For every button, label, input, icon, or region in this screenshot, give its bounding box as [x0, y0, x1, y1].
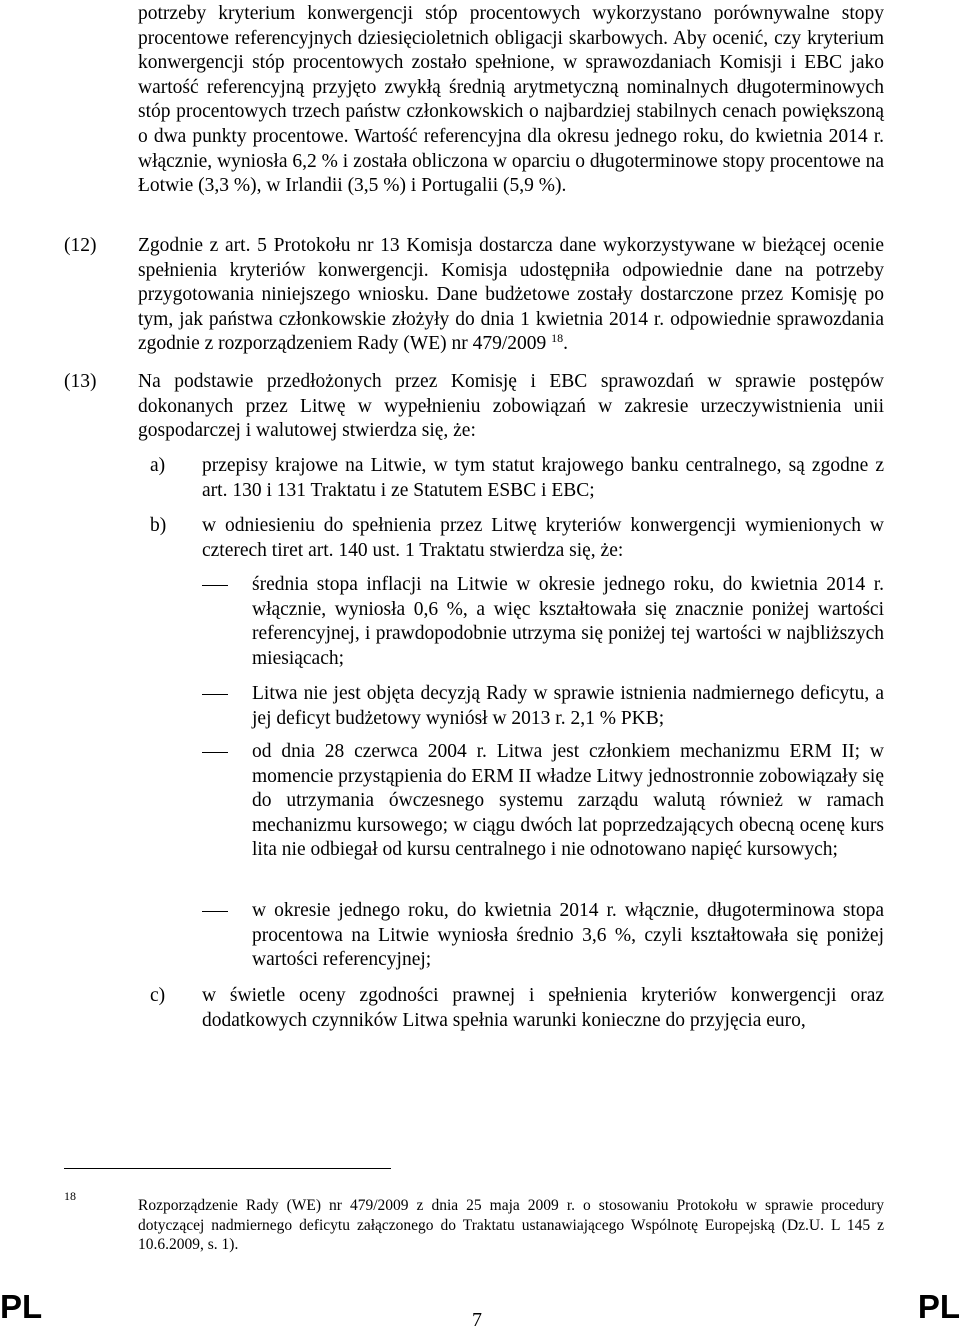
intro-paragraph: potrzeby kryterium konwergencji stóp procentowych wykorzystano porównywalne stopy procentowe referencyjnych dziesięcioletnich obligacji skarbowych. Aby ocenić, czy kryterium konwergencji stóp procentowych zostało spełnione, w sprawozdaniach Komisji i EBC jako wartość referencyjną przyjęto zwykłą średnią arytmetyczną nominalnych długoterminowych stóp procentowych trzech państw członkowskich o najbardziej stabilnych cenach powiększoną o dwa punkty procentowe. Wartość referencyjna dla okresu jednego roku, do kwietnia 2014 r. włącznie, wyniosła 6,2 % i została obliczona w oparciu o długoterminowe stopy procentowe na Łotwie (3,3 %), w Irlandii (3,5 %) i Portugalii (5,9 %).: [138, 3, 884, 197]
recital-12-body: Zgodnie z art. 5 Protokołu nr 13 Komisja dostarcza dane wykorzystywane w bieżącej ocenie spełnienia kryteriów konwergencji. Komisja udostępniła odpowiednie dane na potrzeby przygotowania niniejszego wniosku. Dane budżetowe zostały dostarczone przez Komisję po tym, jak państwa członkowskie złożyły do dnia 1 kwietnia 2014 r. odpowiednie sprawozdania zgodnie z rozporządzeniem Rady (WE) nr 479/2009: [138, 235, 884, 355]
footer-language-left: PL: [0, 1288, 43, 1325]
item-b-label: b): [150, 515, 167, 536]
footnote-number: 18: [64, 1189, 76, 1203]
item-b-text: w odniesieniu do spełnienia przez Litwę kryteriów konwergencji wymienionych w czterech tiret art. 140 ust. 1 Traktatu stwierdza się, że:: [202, 515, 884, 561]
recital-12-end: .: [563, 333, 569, 355]
dash-marker: [202, 585, 228, 586]
page-number: 7: [472, 1309, 482, 1331]
recital-12-text: [138, 234, 884, 357]
recital-12-number: (12): [64, 235, 97, 256]
item-a-text: przepisy krajowe na Litwie, w tym statut krajowego banku centralnego, są zgodne z art. 130 i 131 Traktatu i ze Statutem ESBC i EBC;: [202, 455, 884, 501]
dash-marker: [202, 694, 228, 695]
item-c-label: c): [150, 985, 166, 1006]
recital-13-number: (13): [64, 371, 97, 392]
footnote-reference[interactable]: 18: [551, 331, 564, 346]
dash-marker: [202, 911, 228, 912]
dash-marker: [202, 752, 228, 753]
item-c-text: w świetle oceny zgodności prawnej i spełnienia kryteriów konwergencji oraz dodatkowych czynników Litwa spełnia warunki konieczne do przyjęcia euro,: [202, 985, 884, 1031]
dash-item-inflation: średnia stopa inflacji na Litwie w okresie jednego roku, do kwietnia 2014 r. włącznie, wyniosła 0,6 %, a więc kształtowała się znacznie poniżej wartości referencyjnej, i prawdopodobnie utrzyma się poniżej tej wartości w najbliższych miesiącach;: [252, 574, 884, 669]
dash-item-deficit: Litwa nie jest objęta decyzją Rady w sprawie istnienia nadmiernego deficytu, a jej deficyt budżetowy wyniósł w 2013 r. 2,1 % PKB;: [252, 683, 884, 729]
footer-language-right: PL: [917, 1288, 960, 1325]
footnote-separator: [64, 1168, 391, 1169]
dash-item-interest-rate: w okresie jednego roku, do kwietnia 2014 r. włącznie, długoterminowa stopa procentowa na Litwie wyniosła średnio 3,6 %, czyli kształtowała się poniżej wartości referencyjnej;: [252, 900, 884, 971]
footnote-text: Rozporządzenie Rady (WE) nr 479/2009 z dnia 25 maja 2009 r. o stosowaniu Protokołu w sprawie procedury dotyczącej nadmiernego deficytu załączonego do Traktatu ustanawiającego Wspólnotę Europejską (Dz.U. L 145 z 10.6.2009, s. 1).: [138, 1197, 884, 1254]
dash-item-erm: od dnia 28 czerwca 2004 r. Litwa jest członkiem mechanizmu ERM II; w momencie przystąpienia do ERM II władze Litwy jednostronnie zobowiązały się do utrzymania ówczesnego systemu zarządu walutą również w ramach mechanizmu kursowego; w ciągu dwóch lat poprzedzających obecną ocenę kurs lita nie odbiegał od kursu centralnego i nie odnotowano napięć kursowych;: [252, 741, 884, 861]
recital-13-intro: Na podstawie przedłożonych przez Komisję i EBC sprawozdań w sprawie postępów dokonanych przez Litwę w wypełnieniu zobowiązań w zakresie urzeczywistnienia unii gospodarczej i walutowej stwierdza się, że:: [138, 371, 884, 442]
item-a-label: a): [150, 455, 166, 476]
